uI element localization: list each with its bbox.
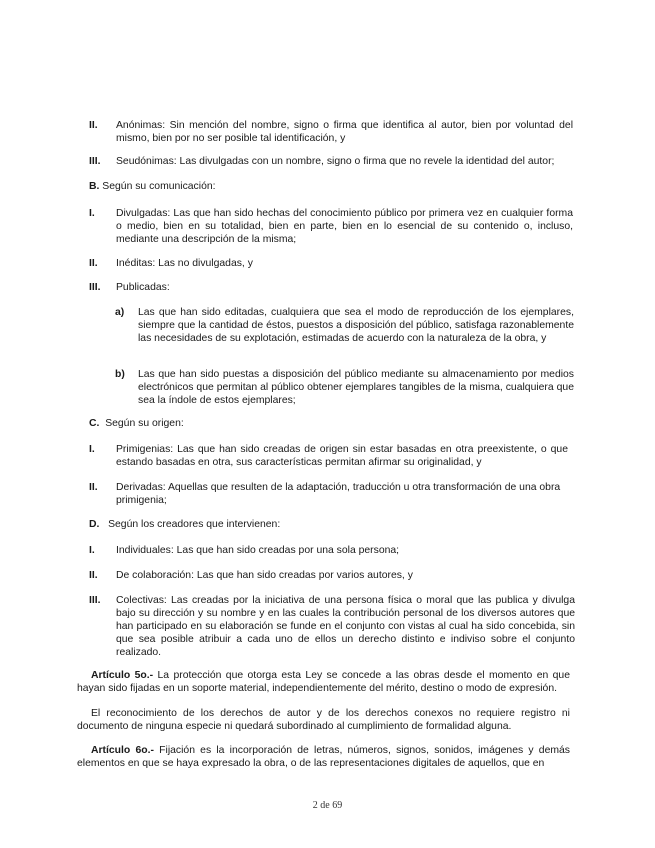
item-label: III. xyxy=(89,595,101,606)
item-text: Las que han sido puestas a disposición del público mediante su almacenamiento por medios electrónicos que permitan al público obtener ejemplares tangibles de la misma, cualquiera que sea la índole de estos ejemplares; xyxy=(138,369,574,406)
item-label: II. xyxy=(89,258,98,269)
section-title: Según los creadores que intervienen: xyxy=(108,519,281,530)
item-label: I. xyxy=(89,545,95,556)
section-label: D. xyxy=(89,519,100,530)
item-label: III. xyxy=(89,282,101,293)
article-paragraph xyxy=(77,744,570,770)
item-text: Las que han sido editadas, cualquiera que sea el modo de reproducción de los ejemplares, siempre que la cantidad de éstos, puestos a disposición del público, satisfaga razonablemente las necesidades de su explotación, estimadas de acuerdo con la naturaleza de la obra, y xyxy=(138,307,574,344)
item-text: Anónimas: Sin mención del nombre, signo o firma que identifica al autor, bien por voluntad del mismo, bien por no ser posible tal identificación, y xyxy=(116,120,573,144)
item-text: De colaboración: Las que han sido creadas por varios autores, y xyxy=(116,570,413,581)
article-text: La protección que otorga esta Ley se concede a las obras desde el momento en que hayan sido fijadas en un soporte material, independientemente del mérito, destino o modo de expresión. xyxy=(77,670,570,694)
item-label: a) xyxy=(115,307,125,318)
page-number: 2 de 69 xyxy=(312,800,343,811)
article-text: Fijación es la incorporación de letras, números, signos, sonidos, imágenes y demás elementos en que se haya expresado la obra, o de las representaciones digitales de aquellos, que en xyxy=(77,745,570,769)
paragraph xyxy=(77,707,570,733)
item-text: Inéditas: Las no divulgadas, y xyxy=(116,258,253,269)
item-text: Individuales: Las que han sido creadas por una sola persona; xyxy=(116,545,400,556)
item-label: III. xyxy=(89,156,101,167)
section-title: Según su origen: xyxy=(105,418,184,429)
section-title: Según su comunicación: xyxy=(102,181,216,192)
item-text: Primigenias: Las que han sido creadas de origen sin estar basadas en otra preexistente, o que estando basadas en otra, sus características permitan afirmar su originalidad, y xyxy=(116,444,568,468)
item-text: Publicadas: xyxy=(116,282,170,293)
item-label: II. xyxy=(89,120,98,131)
item-text: Seudónimas: Las divulgadas con un nombre, signo o firma que no revele la identidad del autor; xyxy=(116,156,555,167)
article-heading: Artículo 6o.- xyxy=(91,745,154,756)
section-heading xyxy=(89,180,216,193)
section-heading xyxy=(89,417,184,430)
item-label: II. xyxy=(89,570,98,581)
item-label: I. xyxy=(89,444,95,455)
paragraph-text: El reconocimiento de los derechos de autor y de los derechos conexos no requiere registro ni documento de ninguna especie ni quedará subordinado al cumplimiento de formalidad alguna. xyxy=(77,708,570,732)
item-text: Colectivas: Las creadas por la iniciativa de una persona física o moral que las publica y divulga bajo su dirección y su nombre y en las cuales la contribución personal de los diversos autores que han participado en su elaboración se funde en el conjunto con vistas al cual ha sido concebida, sin que sea posible atribuir a cada uno de ellos un derecho distinto e indiviso sobre el conjunto realizado. xyxy=(116,595,575,658)
section-label: C. xyxy=(89,418,100,429)
section-heading xyxy=(89,518,280,531)
item-label: b) xyxy=(115,369,125,380)
article-paragraph xyxy=(77,669,570,695)
item-label: II. xyxy=(89,482,98,493)
item-text: Derivadas: Aquellas que resulten de la adaptación, traducción u otra transformación de una obra primigenia; xyxy=(116,482,561,506)
article-heading: Artículo 5o.- xyxy=(91,670,154,681)
item-label: I. xyxy=(89,208,95,219)
section-label: B. xyxy=(89,181,100,192)
item-text: Divulgadas: Las que han sido hechas del conocimiento público por primera vez en cualquier forma o medio, bien en su totalidad, bien en parte, bien en lo esencial de su contenido o, incluso, mediante una descripción de la misma; xyxy=(116,208,573,245)
